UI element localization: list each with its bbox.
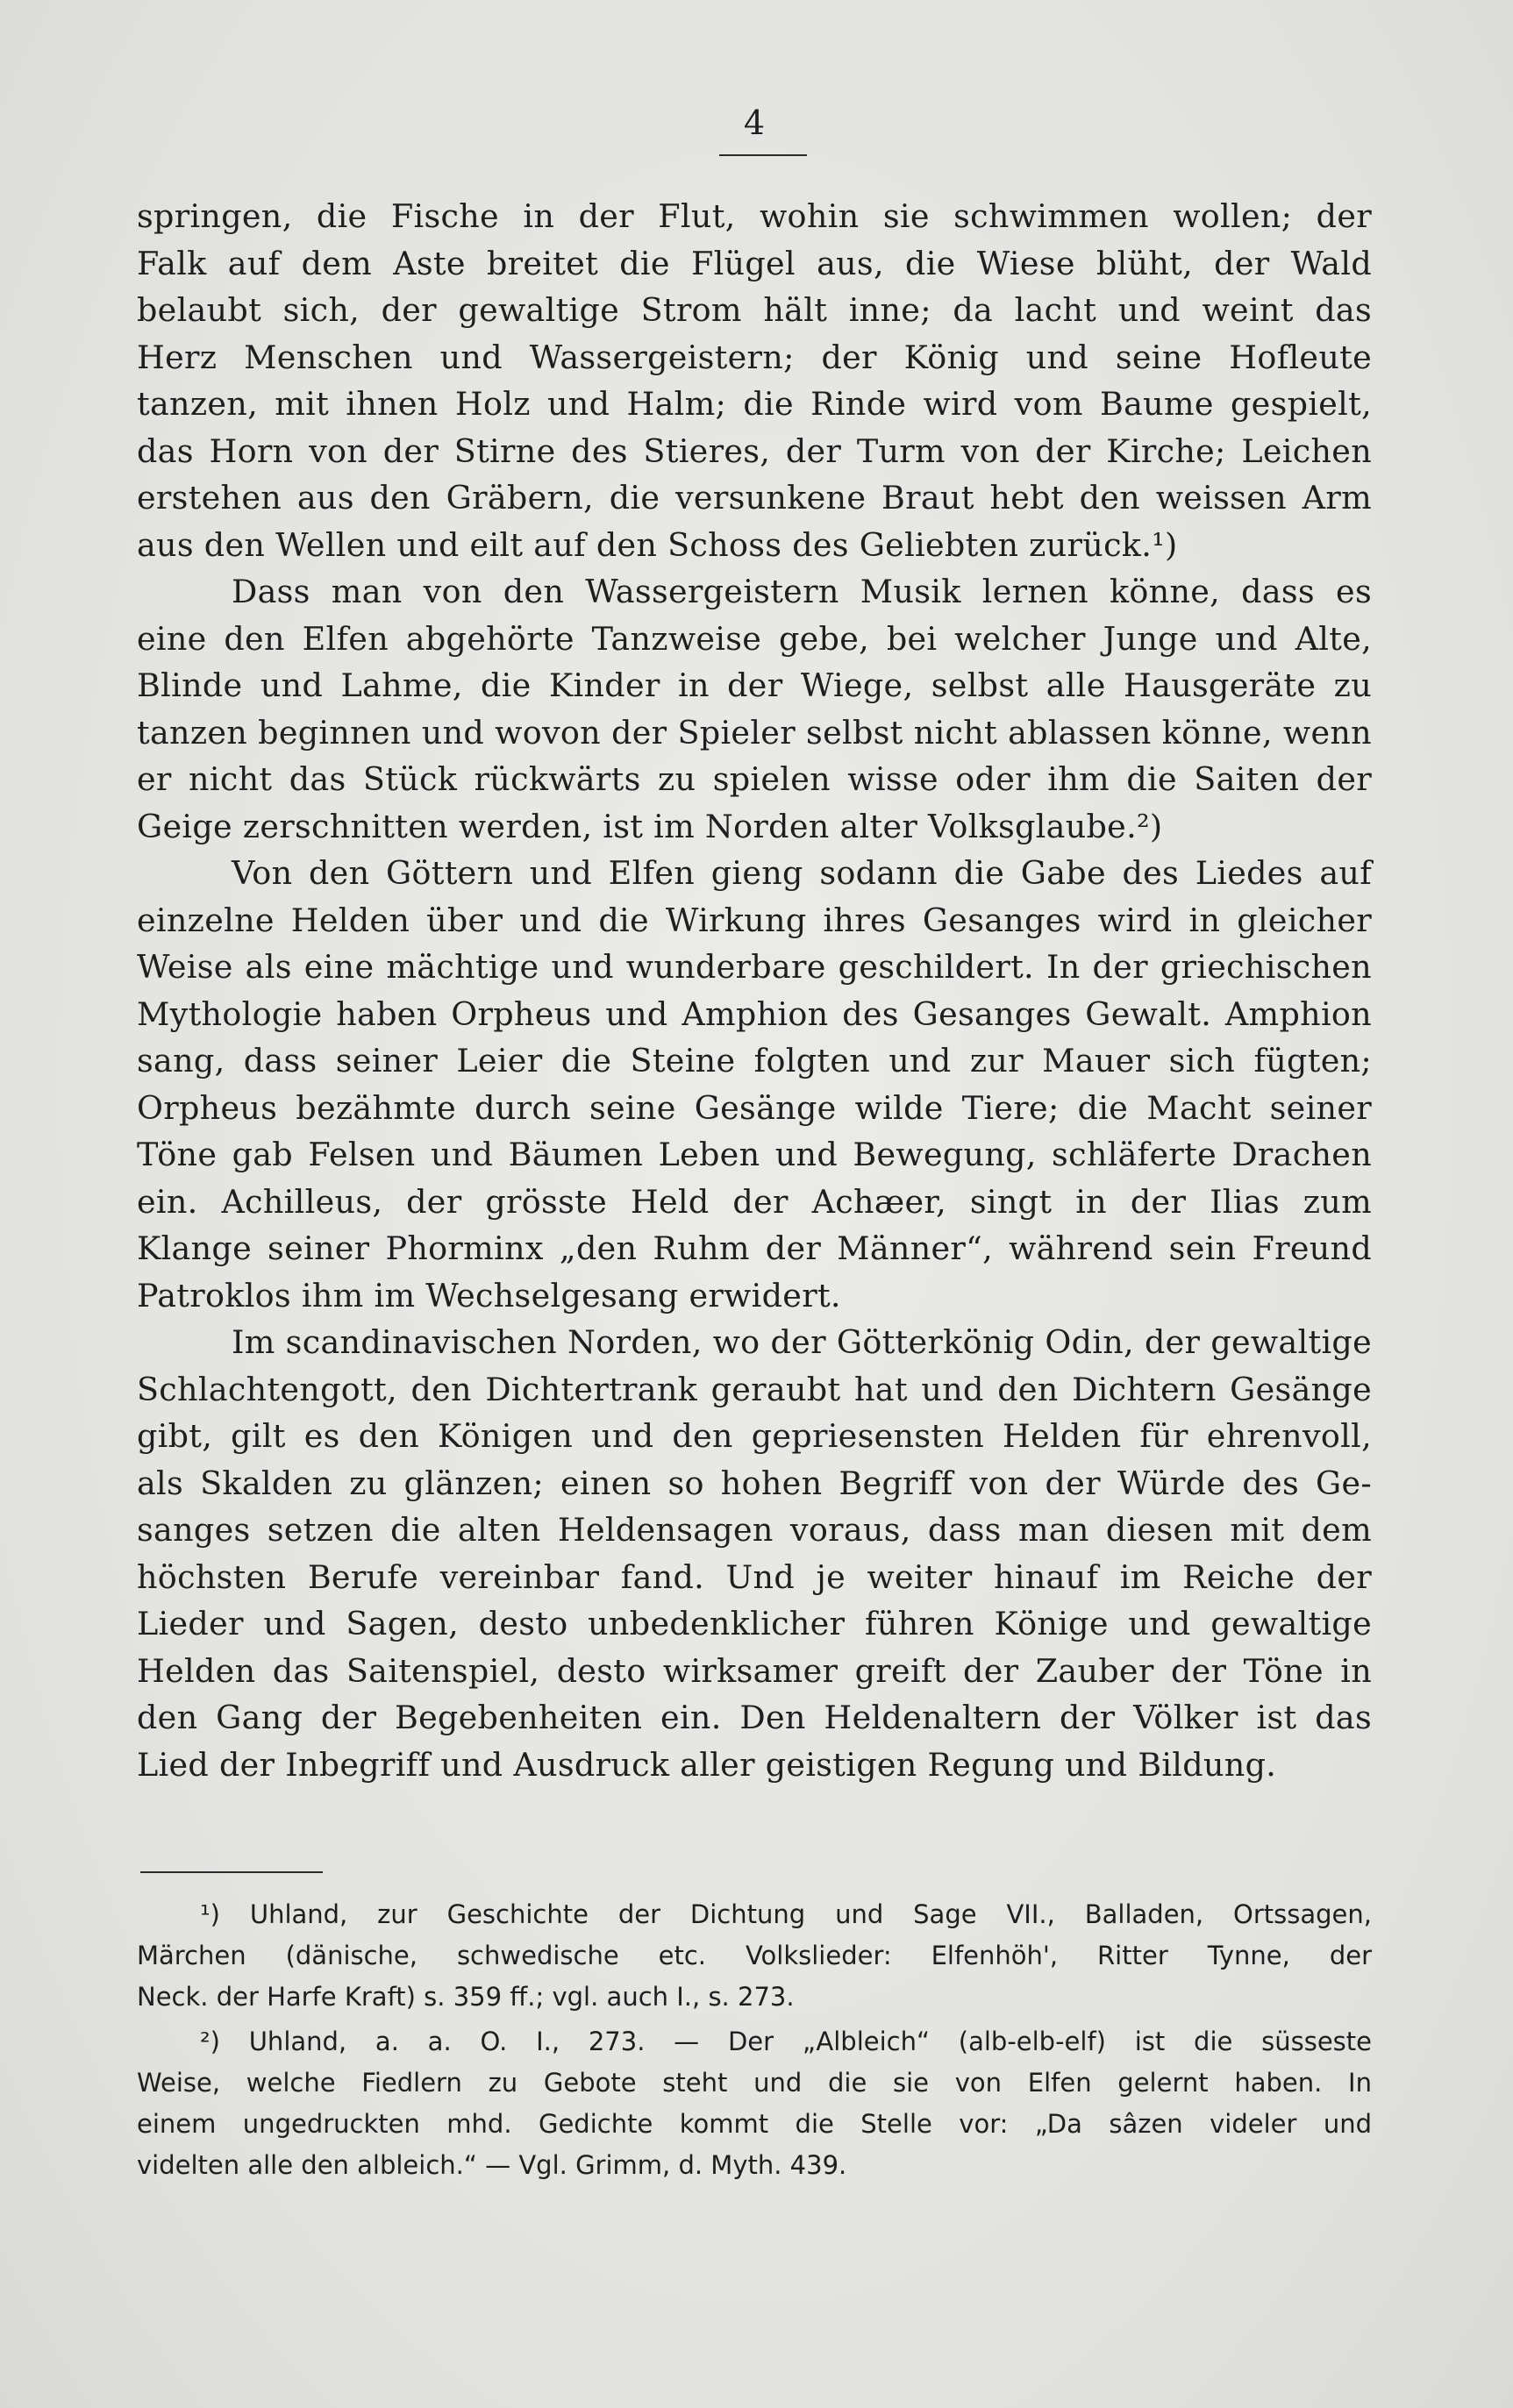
body-line: Mythologie haben Orpheus und Amphion des Gesanges Gewalt. Amphion (137, 994, 1372, 1033)
body-line: Töne gab Felsen und Bäumen Leben und Bewegung, schläferte Drachen (137, 1136, 1372, 1173)
body-line: Blinde und Lahme, die Kinder in der Wiege, selbst alle Hausgeräte zu (137, 666, 1372, 704)
footnote-line: Neck. der Harfe Kraft) s. 359 ff.; vgl. auch I., s. 273. (137, 1982, 795, 2012)
body-line: Weise als eine mächtige und wunderbare geschildert. In der griechischen (137, 948, 1372, 986)
body-line: Lied der Inbegriff und Ausdruck aller geistigen Regung und Bildung. (137, 1745, 1277, 1784)
body-line: Lieder und Sagen, desto unbedenklicher führen Könige und gewaltige (137, 1605, 1372, 1642)
body-line: tanzen beginnen und wovon der Spieler selbst nicht ablassen könne, wenn (137, 713, 1372, 752)
footnote-line: ¹) Uhland, zur Geschichte der Dichtung und Sage VII., Balladen, Ortssagen, (200, 1899, 1372, 1929)
body-line: Dass man von den Wassergeistern Musik lernen könne, dass es (232, 573, 1372, 610)
body-line: höchsten Berufe vereinbar fand. Und je weiter hinauf im Reiche der (137, 1557, 1372, 1596)
footnote-line: ²) Uhland, a. a. O. I., 273. — Der „Albleich“ (alb-elb-elf) ist die süsseste (200, 2027, 1372, 2056)
body-line: Im scandinavischen Norden, wo der Götterkönig Odin, der gewaltige (232, 1323, 1372, 1361)
body-line: als Skalden zu glänzen; einen so hohen Begriff von der Würde des Ge- (137, 1464, 1372, 1502)
body-line: belaubt sich, der gewaltige Strom hält inne; da lacht und weint das (137, 291, 1372, 329)
footnote-separator (140, 1871, 323, 1873)
body-line: Falk auf dem Aste breitet die Flügel aus, die Wiese blüht, der Wald (137, 244, 1372, 282)
body-line: den Gang der Begebenheiten ein. Den Heldenaltern der Völker ist das (137, 1699, 1372, 1736)
body-line: erstehen aus den Gräbern, die versunkene Braut hebt den weissen Arm (137, 479, 1372, 517)
body-line: er nicht das Stück rückwärts zu spielen wisse oder ihm die Saiten der (137, 760, 1372, 798)
footnote-line: Weise, welche Fiedlern zu Gebote steht und die sie von Elfen gelernt haben. In (137, 2068, 1372, 2098)
footnote-line: einem ungedruckten mhd. Gedichte kommt die Stelle vor: „Da sâzen videler und (137, 2109, 1372, 2139)
footnote-line: Märchen (dänische, schwedische etc. Volkslieder: Elfenhöh', Ritter Tynne, der (137, 1941, 1372, 1970)
footnote-line: videlten alle den albleich.“ — Vgl. Grimm, d. Myth. 439. (137, 2150, 847, 2180)
body-line: Patroklos ihm im Wechselgesang erwidert. (137, 1276, 841, 1314)
body-line: das Horn von der Stirne des Stieres, der Turm von der Kirche; Leichen (137, 431, 1372, 470)
body-line: Von den Göttern und Elfen gieng sodann die Gabe des Liedes auf (232, 854, 1372, 892)
page-number-rule (719, 154, 807, 156)
body-line: Orpheus bezähmte durch seine Gesänge wilde Tiere; die Macht seiner (137, 1088, 1372, 1127)
body-line: Helden das Saitenspiel, desto wirksamer greift der Zauber der Töne in (137, 1651, 1372, 1690)
body-line: Geige zerschnitten werden, ist im Norden alter Volksglaube.²) (137, 807, 1163, 845)
page-number: 4 (743, 103, 766, 142)
body-line: Herz Menschen und Wassergeistern; der König und seine Hofleute (137, 338, 1372, 376)
body-line: tanzen, mit ihnen Holz und Halm; die Rinde wird vom Baume gespielt, (137, 385, 1372, 423)
body-line: Schlachtengott, den Dichtertrank geraubt hat und den Dichtern Gesänge (137, 1370, 1372, 1408)
footnotes (137, 1894, 1372, 2186)
body-line: aus den Wellen und eilt auf den Schoss des Geliebten zurück.¹) (137, 525, 1178, 564)
body-line: sang, dass seiner Leier die Steine folgten und zur Mauer sich fügten; (137, 1042, 1372, 1079)
body-line: sanges setzen die alten Heldensagen voraus, dass man diesen mit dem (137, 1511, 1372, 1549)
body-line: Klange seiner Phorminx „den Ruhm der Männer“, während sein Freund (137, 1229, 1372, 1267)
body-line: gibt, gilt es den Königen und den gepriesensten Helden für ehrenvoll, (137, 1417, 1372, 1455)
body-line: einzelne Helden über und die Wirkung ihres Gesanges wird in gleicher (137, 901, 1372, 939)
body-text (137, 193, 1372, 1788)
body-line: eine den Elfen abgehörte Tanzweise gebe, bei welcher Junge und Alte, (137, 619, 1372, 658)
body-line: springen, die Fische in der Flut, wohin sie schwimmen wollen; der (137, 197, 1372, 235)
body-line: ein. Achilleus, der grösste Held der Achæer, singt in der Ilias zum (137, 1182, 1372, 1221)
